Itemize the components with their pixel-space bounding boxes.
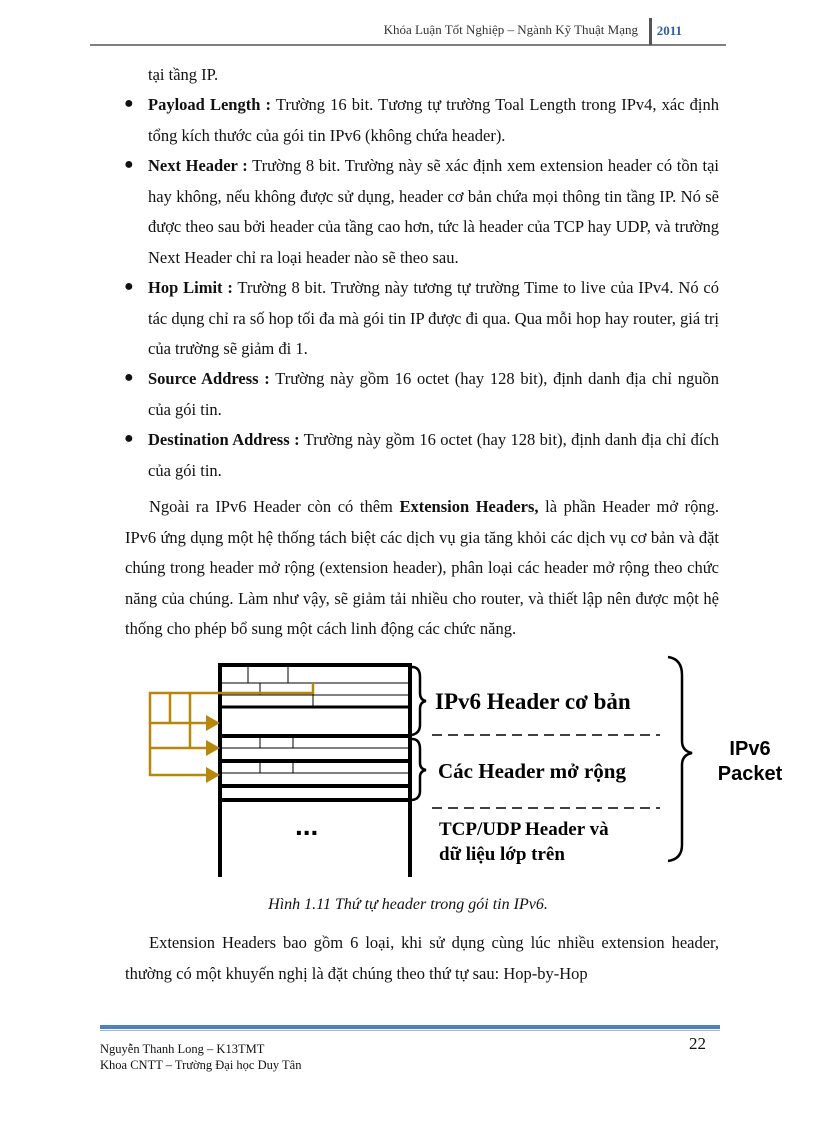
bullet-term: Source Address : (148, 369, 270, 388)
bullet-term: Destination Address : (148, 430, 300, 449)
bullet-text: Trường 16 bit. Tương tự trường Toal Length trong IPv4, xác định tổng kích thước của gói tin IPv6 (không chứa header). (148, 95, 719, 145)
ext-header-bracket (412, 739, 426, 800)
bullet-dot: ● (124, 156, 134, 173)
header-year: 2011 (656, 23, 682, 38)
bullet-dot: ● (124, 430, 134, 447)
label-packet-1: IPv6 (729, 738, 771, 760)
header-title: Khóa Luận Tốt Nghiệp – Ngành Kỹ Thuật Mạng (383, 22, 638, 37)
bullet-dot: ● (124, 369, 134, 386)
label-basic-header: IPv6 Header cơ bản (435, 689, 631, 714)
bullet-text: Trường 8 bit. Trường này sẽ xác định xem extension header có tồn tại hay không, nếu không được sử dụng, header cơ bản chứa mọi thông tin tầng IP. Nó sẽ được theo sau bởi header của tầng cao hơn, tức là header của TCP hay UDP, và trường Next Header chỉ ra loại header nào sẽ theo sau. (148, 156, 719, 267)
para-text-after: là phần Header mở rộng. IPv6 ứng dụng một hệ thống tách biệt các dịch vụ gia tăng khỏi các dịch vụ cơ bản và đặt chúng trong header mở rộng (extension header), phân loại các header mở rộng theo chức năng của chúng. Làm như vậy, sẽ giảm tải nhiều cho router, và thiết lập nên được một hệ thống cho phép bổ sung một cách linh động các chức năng. (125, 497, 719, 638)
label-upper-layer-1: TCP/UDP Header và (439, 819, 609, 840)
bullet-source-address (148, 364, 719, 425)
page-number: 22 (689, 1034, 706, 1053)
figure-svg (148, 655, 790, 877)
para-text-before: Ngoài ra IPv6 Header còn có thêm (149, 497, 400, 516)
bullet-text: Trường này gồm 16 octet (hay 128 bit), định danh địa chỉ nguồn của gói tin. (148, 369, 719, 419)
arrow-head (206, 740, 220, 756)
bullet-text: Trường 8 bit. Trường này tương tự trường Time to live của IPv4. Nó có tác dụng chỉ ra số hop tối đa mà gói tin IP được đi qua. Qua mỗi hop hay router, giá trị của trường sẽ giảm đi 1. (148, 278, 719, 358)
footer-rule (100, 1025, 720, 1029)
figure-caption: Hình 1.11 Thứ tự header trong gói tin IPv6. (268, 896, 548, 913)
bullet-next-header (148, 151, 719, 273)
para-bold-term: Extension Headers, (399, 497, 539, 516)
packet-bracket (668, 657, 692, 861)
page-header (90, 18, 726, 46)
label-extension-headers: Các Header mở rộng (438, 759, 626, 783)
ellipsis: ... (295, 810, 319, 841)
arrow-head (206, 715, 220, 731)
continuation-text: tại tầng IP. (148, 65, 219, 84)
ipv6-header-order-figure (148, 655, 790, 877)
header-separator (649, 18, 652, 45)
extension-headers-paragraph (125, 492, 719, 645)
bullet-dot: ● (124, 95, 134, 112)
bullet-dot: ● (124, 278, 134, 295)
bullet-hop-limit (148, 273, 719, 365)
extension-order-paragraph: Extension Headers bao gồm 6 loại, khi sử dụng cùng lúc nhiều extension header, thường có một khuyến nghị là đặt chúng theo thứ tự sau: Hop-by-Hop (125, 933, 719, 983)
footer-rule-thin (100, 1030, 720, 1031)
bullet-destination-address (148, 425, 719, 486)
footer-school: Khoa CNTT – Trường Đại học Duy Tân (100, 1058, 302, 1072)
bullet-term: Next Header : (148, 156, 248, 175)
arrow-heads (206, 715, 220, 783)
footer-author: Nguyễn Thanh Long – K13TMT (100, 1042, 265, 1056)
basic-header-bracket (412, 667, 426, 735)
label-upper-layer-2: dữ liệu lớp trên (439, 844, 565, 865)
bullet-text: Trường này gồm 16 octet (hay 128 bit), định danh địa chỉ đích của gói tin. (148, 430, 719, 480)
bullet-payload-length (148, 90, 719, 151)
bullet-term: Hop Limit : (148, 278, 233, 297)
label-packet-2: Packet (717, 763, 783, 785)
packet-stack (220, 663, 410, 877)
bullet-term: Payload Length : (148, 95, 272, 114)
arrow-head (206, 767, 220, 783)
